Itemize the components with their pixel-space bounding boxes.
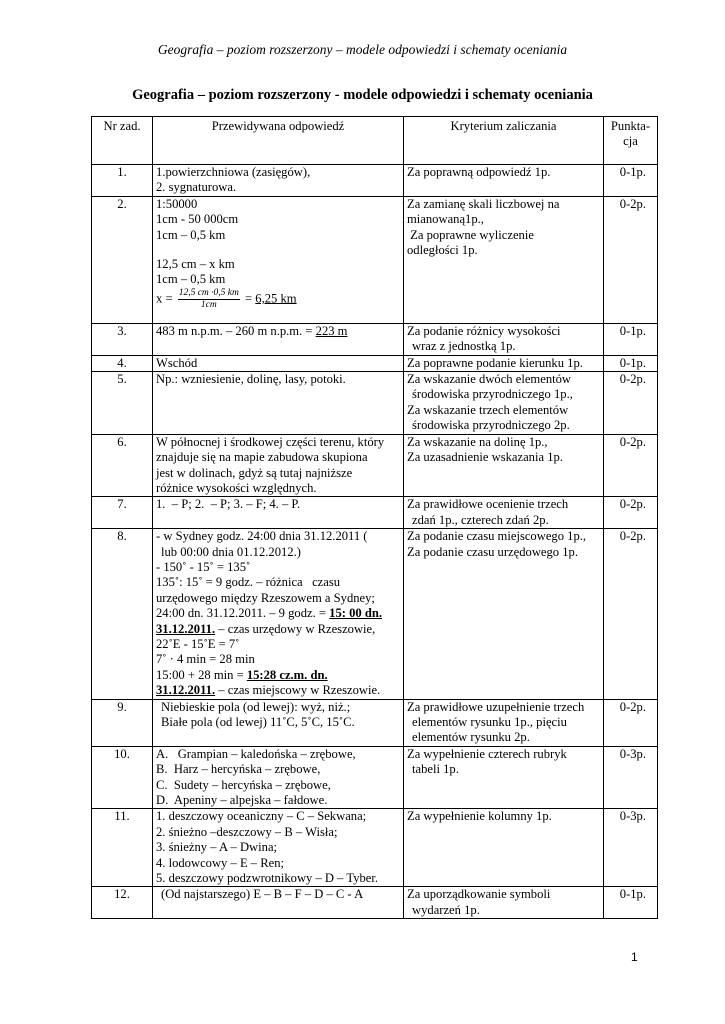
table-row [92,165,658,197]
answer-text: 15:00 + 28 min = [156,667,247,682]
answer-text: – czas urzędowy w Rzeszowie, [215,621,376,636]
table-row [92,699,658,746]
answer-line: 1cm – 0,5 km [156,272,226,287]
criterion-line: Za poprawne wyliczenie [407,227,534,242]
table-row [92,887,658,919]
criterion-line: elementów rysunku 2p. [412,730,530,745]
answer-line: B. Harz – hercyńska – zrębowe, [156,762,321,777]
points-cell: 0-2p. [604,529,658,699]
answer-line [156,683,400,698]
answer-highlight: 15:28 cz.m. dn. [246,667,328,682]
answer-line: 1cm - 50 000cm [156,212,239,227]
points-cell: 0-1p. [604,165,658,197]
task-number: 2. [92,196,153,323]
table-row [92,809,658,887]
formula-denominator: 1cm [200,299,217,310]
criterion-line: odległości 1p. [407,243,478,258]
answer-cell [153,323,404,355]
header-points [604,117,658,165]
criterion-cell [404,529,604,699]
criterion-line: Za wskazanie dwóch elementów [407,372,572,387]
criterion-line: Za podanie czasu urzędowego 1p. [407,544,578,559]
criterion-line: Za poprawne podanie kierunku 1p. [407,355,583,370]
answer-cell [153,746,404,809]
task-number: 1. [92,165,153,197]
answer-line [156,324,400,339]
answer-cell [153,529,404,699]
table-row [92,434,658,497]
criterion-line: Za poprawną odpowiedź 1p. [407,165,551,179]
answer-line: Białe pola (od lewej) 11˚C, 5˚C, 15˚C. [161,715,355,729]
answer-highlight: 31.12.2011. [156,621,216,636]
criterion-cell [404,887,604,919]
header-points-line-2: cja [623,134,638,149]
criterion-line: wraz z jednostką 1p. [412,339,516,354]
criterion-line: Za podanie różnicy wysokości [407,323,561,338]
table-row [92,355,658,371]
answer-line: 22˚E - 15˚E = 7˚ [156,636,240,651]
answer-line: jest w dolinach, gdyż są tutaj najniższe [156,465,353,480]
task-number: 3. [92,323,153,355]
table-row [92,372,658,435]
page-number: 1 [631,950,638,964]
answer-line: 2. sygnaturowa. [156,180,237,195]
answer-line: - 150˚ - 15˚ = 135˚ [156,559,251,574]
answer-line: urzędowego między Rzeszowem a Sydney; [156,590,375,605]
answer-line: lub 00:00 dnia 01.12.2012.) [161,544,301,559]
formula-numerator: 12,5 cm ·0,5 km [178,287,239,298]
task-number: 7. [92,497,153,529]
points-cell: 0-2p. [604,434,658,497]
answer-line: Wschód [156,355,198,370]
answer-text: – czas miejscowy w Rzeszowie. [215,683,381,698]
answer-cell [153,372,404,435]
points-cell: 0-1p. [604,887,658,919]
criterion-cell [404,165,604,197]
answer-line [156,668,400,683]
answer-line: 1. deszczowy oceaniczny – C – Sekwana; [156,809,367,824]
criterion-line: Za prawidłowe ocenienie trzech [407,497,569,512]
criterion-line: zdań 1p., czterech zdań 2p. [412,512,549,527]
points-cell: 0-2p. [604,497,658,529]
criterion-line: Za zamianę skali liczbowej na [407,196,560,211]
answer-line: 7˚ · 4 min = 28 min [156,652,255,667]
formula-result: 6,25 km [255,291,297,306]
criterion-line: Za wskazanie na dolinę 1p., [407,434,548,449]
criterion-cell [404,355,604,371]
points-cell: 0-2p. [604,372,658,435]
table-row [92,497,658,529]
criterion-line: elementów rysunku 1p., pięciu [412,715,567,729]
header-criterion: Kryterium zaliczania [404,117,604,165]
answer-highlight: 31.12.2011. [156,683,216,698]
criterion-cell [404,323,604,355]
answer-cell [153,699,404,746]
table-row [92,196,658,323]
task-number: 12. [92,887,153,919]
table-row [92,323,658,355]
answer-line: 1:50000 [156,196,198,211]
answers-table [91,116,658,919]
task-number: 4. [92,355,153,371]
criterion-cell [404,196,604,323]
points-cell: 0-1p. [604,355,658,371]
answer-line: D. Apeniny – alpejska – fałdowe. [156,793,328,808]
answer-line: C. Sudety – hercyńska – zrębowe, [156,777,331,792]
criterion-cell [404,434,604,497]
answer-line: różnice wysokości względnych. [156,480,317,495]
answer-cell [153,196,404,323]
criterion-cell [404,699,604,746]
answer-line: Np.: wzniesienie, dolinę, lasy, potoki. [156,372,346,387]
task-number: 8. [92,529,153,699]
running-header: Geografia – poziom rozszerzony – modele odpowiedzi i schematy oceniania [157,42,568,57]
criterion-line: mianowaną1p., [407,212,484,227]
answer-line: 135˚: 15˚ = 9 godz. – różnica czasu [156,575,341,590]
criterion-line: tabeli 1p. [412,762,459,777]
criterion-line: Za wypełnienie czterech rubryk [407,746,567,761]
criterion-line: Za uporządkowanie symboli [407,887,551,902]
page-title: Geografia – poziom rozszerzony - modele odpowiedzi i schematy oceniania [132,87,593,103]
formula-eq: = [245,291,253,306]
task-number: 5. [92,372,153,435]
answer-cell [153,434,404,497]
task-number: 11. [92,809,153,887]
points-cell: 0-2p. [604,699,658,746]
answer-line: A. Grampian – kaledońska – zrębowe, [156,746,356,761]
answer-line: 2. śnieżno –deszczowy – B – Wisła; [156,824,338,839]
answer-line [156,606,400,621]
criterion-line: wydarzeń 1p. [412,902,480,917]
task-number: 9. [92,699,153,746]
header-nr: Nr zad. [92,117,153,165]
task-number: 6. [92,434,153,497]
task-number: 10. [92,746,153,809]
answer-line: 12,5 cm – x km [156,257,235,272]
answer-formula [156,288,400,311]
answer-line: W północnej i środkowej części terenu, który [156,434,385,449]
answer-line: 1cm – 0,5 km [156,227,226,242]
answer-line: Niebieskie pola (od lewej): wyż, niż.; [161,699,351,714]
criterion-line: Za wypełnienie kolumny 1p. [407,809,552,824]
points-cell: 0-2p. [604,196,658,323]
points-cell: 0-1p. [604,323,658,355]
answer-line: 5. deszczowy podzwrotnikowy – D – Tyber. [156,871,379,886]
criterion-line: Za uzasadnienie wskazania 1p. [407,450,563,465]
answer-line: (Od najstarszego) E – B – F – D – C - A [161,887,364,902]
answer-cell [153,355,404,371]
answer-line [156,622,400,637]
answer-line: - w Sydney godz. 24:00 dnia 31.12.2011 ( [156,529,368,544]
answer-text: 24:00 dn. 31.12.2011. – 9 godz. = [156,606,330,621]
table-row [92,746,658,809]
formula-lhs: x = [156,291,173,306]
answer-result: 223 m [315,323,348,338]
criterion-cell [404,809,604,887]
answer-line: 4. lodowcowy – E – Ren; [156,855,285,870]
points-cell: 0-3p. [604,746,658,809]
criterion-line: Za wskazanie trzech elementów [407,402,569,417]
formula-fraction [178,288,240,311]
criterion-line: środowiska przyrodniczego 2p. [412,418,570,433]
answer-highlight: 15: 00 dn. [329,606,382,621]
answer-line: znajduje się na mapie zabudowa skupiona [156,450,368,465]
header-points-line-1: Punkta- [610,119,651,133]
header-answer: Przewidywana odpowiedź [153,117,404,165]
answer-line: 1.powierzchniowa (zasięgów), [156,165,311,179]
answer-cell [153,165,404,197]
table-header-row [92,117,658,165]
table-row [92,529,658,699]
answer-text: 483 m n.p.m. – 260 m n.p.m. = [156,323,316,338]
criterion-cell [404,497,604,529]
answer-cell [153,497,404,529]
criterion-line: Za podanie czasu miejscowego 1p., [407,529,587,544]
answer-cell [153,887,404,919]
answer-cell [153,809,404,887]
answer-line: 1. – P; 2. – P; 3. – F; 4. – P. [156,497,301,512]
criterion-line: Za prawidłowe uzupełnienie trzech [407,699,585,714]
points-cell: 0-3p. [604,809,658,887]
criterion-line: środowiska przyrodniczego 1p., [412,387,573,402]
criterion-cell [404,746,604,809]
answer-line: 3. śnieżny – A – Dwina; [156,840,278,855]
criterion-cell [404,372,604,435]
